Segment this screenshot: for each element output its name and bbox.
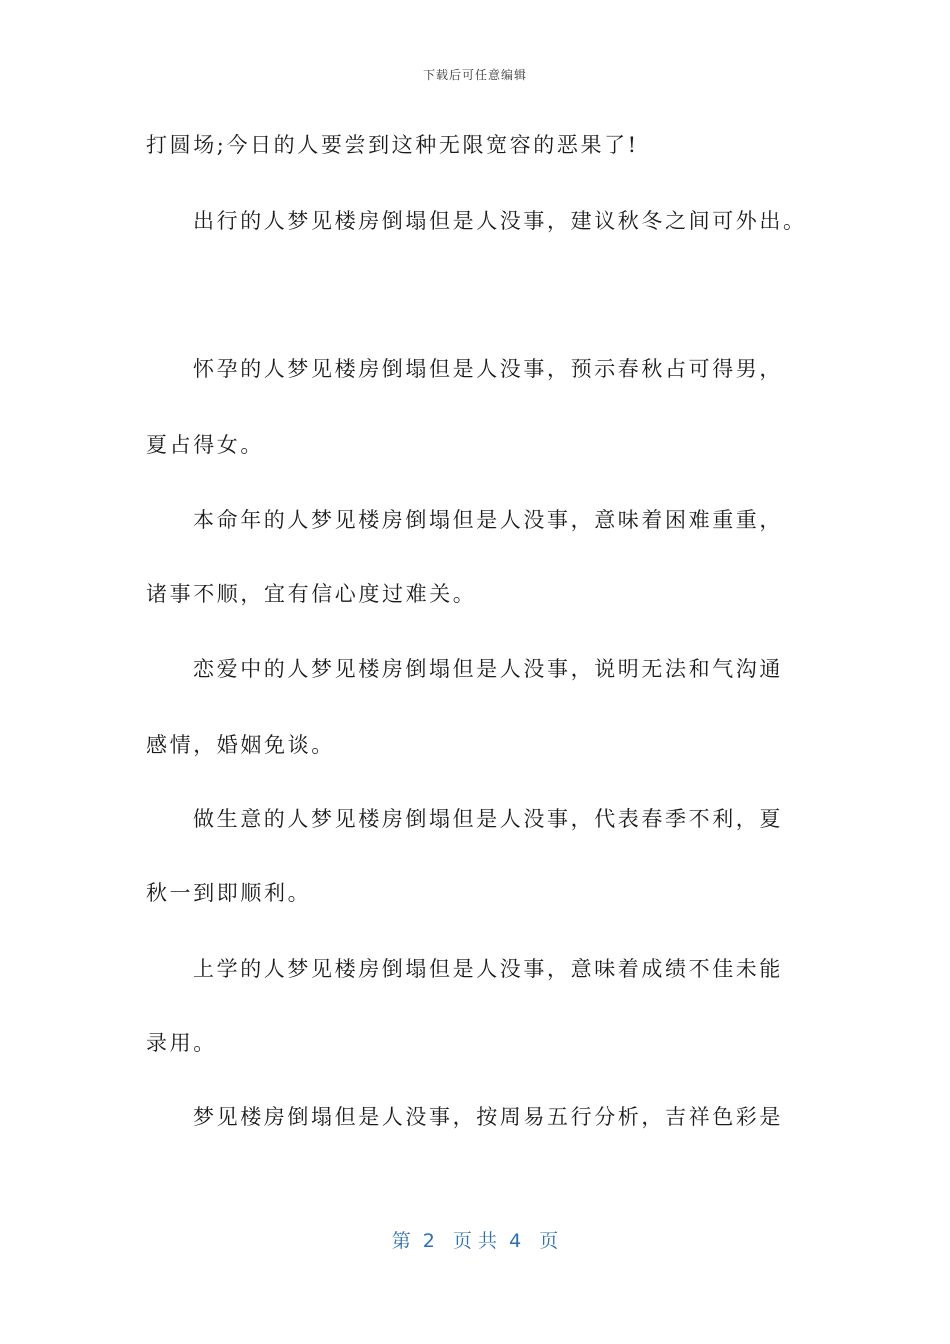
text-line: 录用。 — [146, 1031, 217, 1055]
paragraph-first-line: 做生意的人梦见楼房倒塌但是人没事，代表春季不利，夏 — [193, 807, 783, 831]
paragraph-first-line: 恋爱中的人梦见楼房倒塌但是人没事，说明无法和气沟通 — [193, 657, 783, 681]
text-line: 秋一到即顺利。 — [146, 881, 312, 905]
paragraph-first-line: 怀孕的人梦见楼房倒塌但是人没事，预示春秋占可得男， — [193, 357, 783, 381]
paragraph-first-line: 出行的人梦见楼房倒塌但是人没事，建议秋冬之间可外出。 — [193, 209, 807, 233]
header-note: 下载后可任意编辑 — [422, 68, 527, 82]
page-number-footer: 第 2 页 共 4 页 — [391, 1230, 559, 1252]
text-line: 夏占得女。 — [146, 433, 264, 457]
text-line: 感情，婚姻免谈。 — [146, 733, 335, 757]
paragraph-first-line: 上学的人梦见楼房倒塌但是人没事，意味着成绩不佳未能 — [193, 957, 783, 981]
text-line: 诸事不顺，宜有信心度过难关。 — [146, 582, 477, 606]
paragraph-first-line: 梦见楼房倒塌但是人没事，按周易五行分析，吉祥色彩是 — [193, 1105, 783, 1129]
text-line: 打圆场;今日的人要尝到这种无限宽容的恶果了! — [146, 133, 639, 157]
paragraph-first-line: 本命年的人梦见楼房倒塌但是人没事，意味着困难重重， — [193, 508, 783, 532]
